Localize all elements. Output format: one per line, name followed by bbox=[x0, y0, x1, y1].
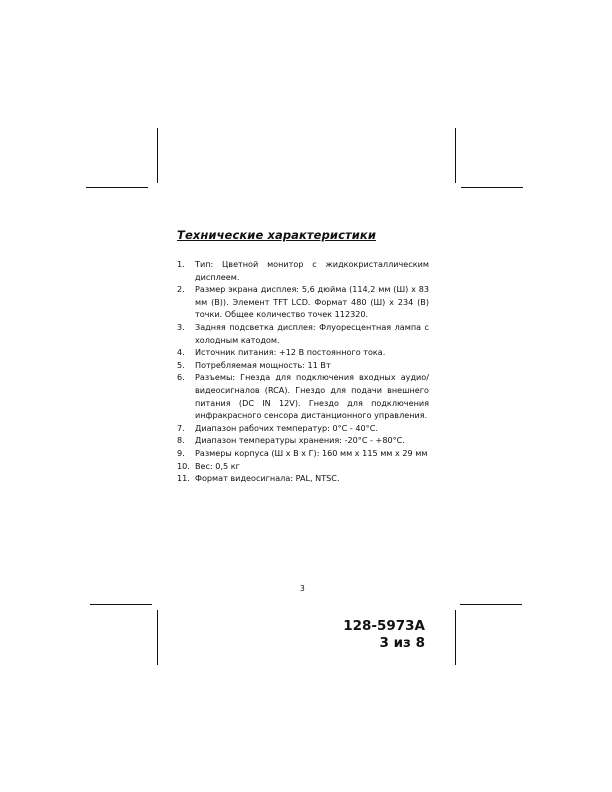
spec-item bbox=[177, 321, 429, 346]
spec-number: 9. bbox=[177, 447, 185, 458]
spec-text: Вес: 0,5 кг bbox=[195, 460, 240, 471]
spec-item bbox=[177, 371, 429, 421]
document-code: 128-5973A bbox=[343, 618, 425, 634]
spec-text: Диапазон температуры хранения: -20°C - +80°C. bbox=[195, 435, 405, 446]
crop-mark-bottom-right-horizontal bbox=[460, 604, 522, 605]
spec-text: Источник питания: +12 В постоянного тока. bbox=[195, 347, 386, 358]
spec-item bbox=[177, 346, 429, 359]
spec-number: 5. bbox=[177, 359, 185, 370]
spec-number: 4. bbox=[177, 347, 185, 358]
spec-item bbox=[177, 258, 429, 283]
spec-number: 3. bbox=[177, 321, 185, 332]
page-of-total: 3 из 8 bbox=[379, 635, 425, 651]
spec-item bbox=[177, 359, 429, 372]
spec-text: Диапазон рабочих температур: 0°C - 40°C. bbox=[195, 422, 378, 433]
spec-text: Потребляемая мощность: 11 Вт bbox=[195, 359, 331, 370]
crop-mark-bottom-right-vertical bbox=[455, 610, 456, 665]
spec-number: 8. bbox=[177, 435, 185, 446]
spec-number: 11. bbox=[177, 473, 190, 484]
doc-code-block bbox=[343, 618, 425, 652]
spec-number: 2. bbox=[177, 284, 185, 295]
spec-text: Разъемы: Гнезда для подключения входных аудио/видеосигналов (RCA). Гнездо для подачи внешнего питания (DC IN 12V). Гнездо для подключения инфракрасного сенсора дистанционного управления. bbox=[195, 372, 429, 421]
section-title: Технические характеристики bbox=[177, 228, 376, 242]
spec-item bbox=[177, 447, 429, 460]
page-number: 3 bbox=[300, 584, 305, 593]
spec-item bbox=[177, 460, 429, 473]
crop-mark-top-left-vertical bbox=[157, 128, 158, 183]
spec-number: 10. bbox=[177, 460, 190, 471]
spec-text: Тип: Цветной монитор с жидкокристаллическим дисплеем. bbox=[195, 259, 429, 282]
spec-item bbox=[177, 283, 429, 321]
spec-text: Задняя подсветка дисплея: Флуоресцентная лампа с холодным катодом. bbox=[195, 321, 429, 345]
spec-item bbox=[177, 472, 429, 485]
crop-mark-top-right-horizontal bbox=[461, 187, 523, 188]
spec-number: 6. bbox=[177, 372, 185, 383]
spec-list bbox=[177, 258, 429, 485]
crop-mark-bottom-left-horizontal bbox=[90, 604, 152, 605]
crop-mark-top-left-horizontal bbox=[86, 187, 148, 188]
spec-number: 1. bbox=[177, 259, 185, 269]
crop-mark-bottom-left-vertical bbox=[157, 610, 158, 665]
spec-number: 7. bbox=[177, 422, 185, 433]
spec-item bbox=[177, 422, 429, 435]
crop-mark-top-right-vertical bbox=[455, 128, 456, 183]
spec-item bbox=[177, 434, 429, 447]
spec-text: Размеры корпуса (Ш x В x Г): 160 мм x 115 мм x 29 мм bbox=[195, 447, 428, 458]
spec-text: Формат видеосигнала: PAL, NTSC. bbox=[195, 473, 340, 484]
spec-text: Размер экрана дисплея: 5,6 дюйма (114,2 мм (Ш) x 83 мм (В)). Элемент TFT LCD. Формат 480 (Ш) x 234 (В) точки. Общее количество точек 112320. bbox=[195, 284, 429, 320]
